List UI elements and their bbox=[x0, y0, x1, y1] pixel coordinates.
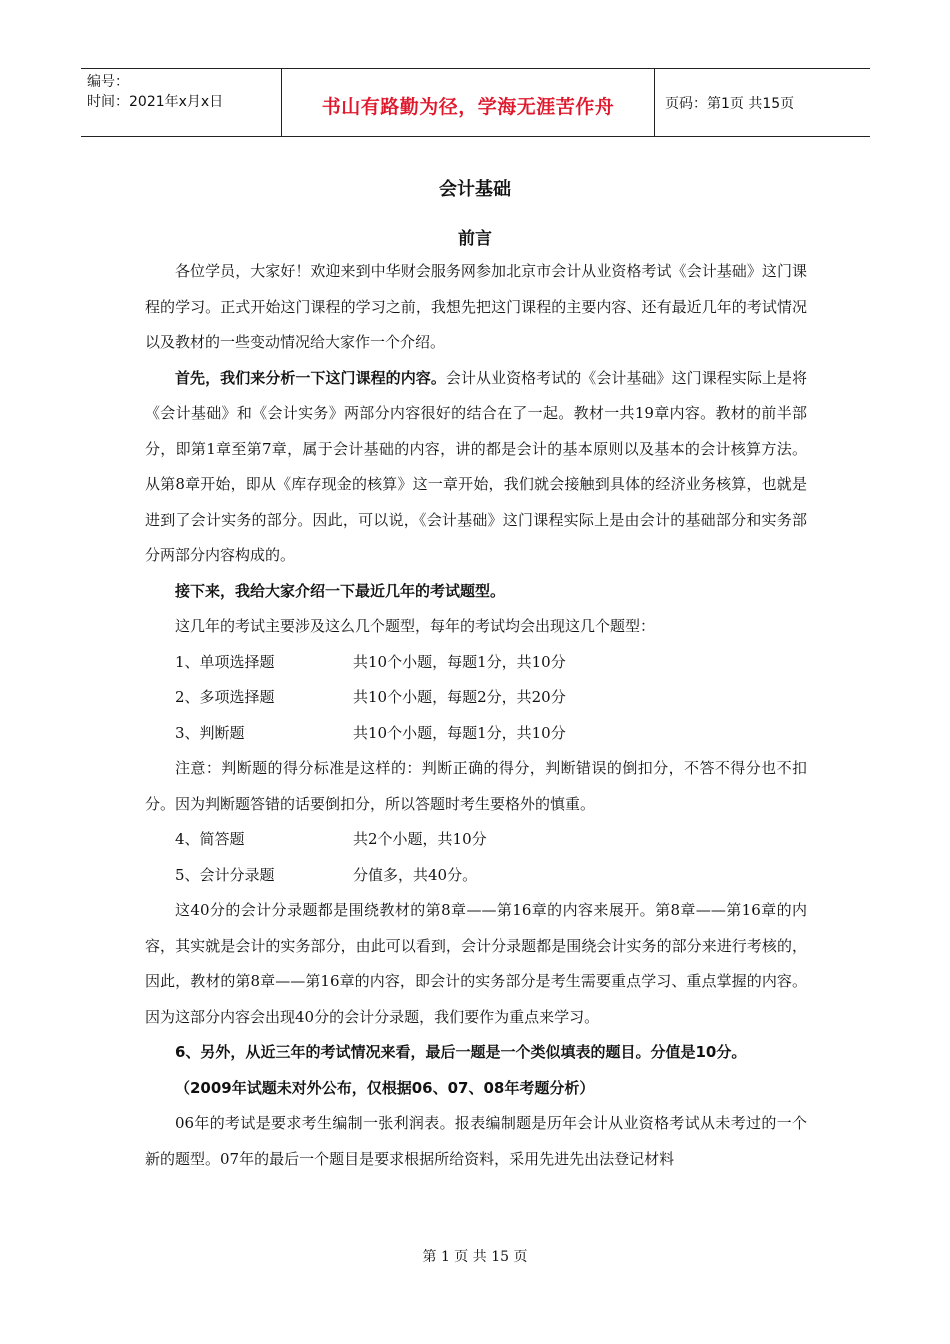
page-footer: 第 1 页 共 15 页 bbox=[422, 1249, 528, 1265]
paragraph-text: 会计从业资格考试的《会计基础》这门课程实际上是将《会计基础》和《会计实务》两部分内容很好的结合在了一起。教材一共19章内容。教材的前半部分，即第1章至第7章，属于会计基础的内容，讲的都是会计的基本原则以及基本的会计核算方法。从第8章开始，即从《库存现金的核算》这一章开始，我们就会接触到具体的经济业务核算，也就是进到了会计实务的部分。因此，可以说，《会计基础》这门课程实际上是由会计的基础部分和实务部分两部分内容构成的。 bbox=[145, 368, 807, 564]
question-type-label: 4、简答题 bbox=[175, 830, 245, 848]
paragraph-course-content bbox=[145, 361, 807, 574]
section-title: 前言 bbox=[458, 229, 492, 249]
paragraph-last-question-heading: 6、另外，从近三年的考试情况来看，最后一题是一个类似填表的题目。分值是10分。 bbox=[175, 1043, 747, 1061]
question-type-row bbox=[145, 822, 807, 858]
document-time-label: 时间：2021年x月x日 bbox=[87, 94, 224, 110]
paragraph-2006-exam: 06年的考试是要求考生编制一张利润表。报表编制题是历年会计从业资格考试从未考过的一个新的题型。07年的最后一个题目是要求根据所给资料，采用先进先出法登记材料 bbox=[145, 1114, 807, 1168]
question-type-label: 5、会计分录题 bbox=[175, 865, 275, 884]
header-page-info: 页码：第1页 共15页 bbox=[665, 95, 795, 112]
question-type-row bbox=[145, 716, 807, 752]
paragraph-journal-entries: 这40分的会计分录题都是围绕教材的第8章——第16章的内容来展开。第8章——第16章的内容，其实就是会计的实务部分，由此可以看到，会计分录题都是围绕会计实务的部分来进行考核的，因此，教材的第8章——第16章的内容，即会计的实务部分是考生需要重点学习、重点掌握的内容。因为这部分内容会出现40分的会计分录题，我们要作为重点来学习。 bbox=[145, 901, 807, 1026]
document-body bbox=[145, 254, 807, 1177]
question-type-row bbox=[145, 680, 807, 716]
question-type-desc: 共10个小题，每题1分，共10分 bbox=[353, 723, 566, 742]
paragraph-analysis-note: （2009年试题未对外公布，仅根据06、07、08年考题分析） bbox=[175, 1078, 595, 1097]
question-type-label: 2、多项选择题 bbox=[175, 688, 275, 706]
paragraph-intro: 各位学员，大家好！欢迎来到中华财会服务网参加北京市会计从业资格考试《会计基础》这门课程的学习。正式开始这门课程的学习之前，我想先把这门课程的主要内容、还有最近几年的考试情况以及教材的一些变动情况给大家作一个介绍。 bbox=[145, 262, 807, 351]
question-type-list-a bbox=[145, 645, 807, 752]
question-type-desc: 共2个小题，共10分 bbox=[353, 830, 487, 848]
paragraph-exam-types-intro: 这几年的考试主要涉及这么几个题型，每年的考试均会出现这几个题型： bbox=[175, 617, 656, 635]
header-meta bbox=[81, 69, 282, 136]
question-type-list-b bbox=[145, 822, 807, 893]
question-type-row bbox=[145, 645, 807, 681]
paragraph-exam-types-heading: 接下来，我给大家介绍一下最近几年的考试题型。 bbox=[175, 581, 506, 600]
question-type-label: 3、判断题 bbox=[175, 723, 245, 742]
header-motto: 书山有路勤为径，学海无涯苦作舟 bbox=[321, 96, 615, 118]
question-type-row bbox=[145, 858, 807, 894]
header-motto-cell bbox=[282, 69, 655, 136]
question-type-desc: 共10个小题，每题1分，共10分 bbox=[353, 652, 566, 671]
document-title: 会计基础 bbox=[439, 179, 511, 200]
question-type-label: 1、单项选择题 bbox=[175, 652, 275, 671]
document-number-label: 编号： bbox=[87, 74, 129, 90]
paragraph-note: 注意：判断题的得分标准是这样的：判断正确的得分，判断错误的倒扣分，不答不得分也不扣分。因为判断题答错的话要倒扣分，所以答题时考生要格外的慎重。 bbox=[145, 759, 807, 813]
question-type-desc: 共10个小题，每题2分，共20分 bbox=[353, 688, 566, 706]
page-header bbox=[81, 68, 870, 137]
question-type-desc: 分值多，共40分。 bbox=[353, 865, 478, 884]
paragraph-lead-bold: 首先，我们来分析一下这门课程的内容。 bbox=[175, 368, 446, 387]
